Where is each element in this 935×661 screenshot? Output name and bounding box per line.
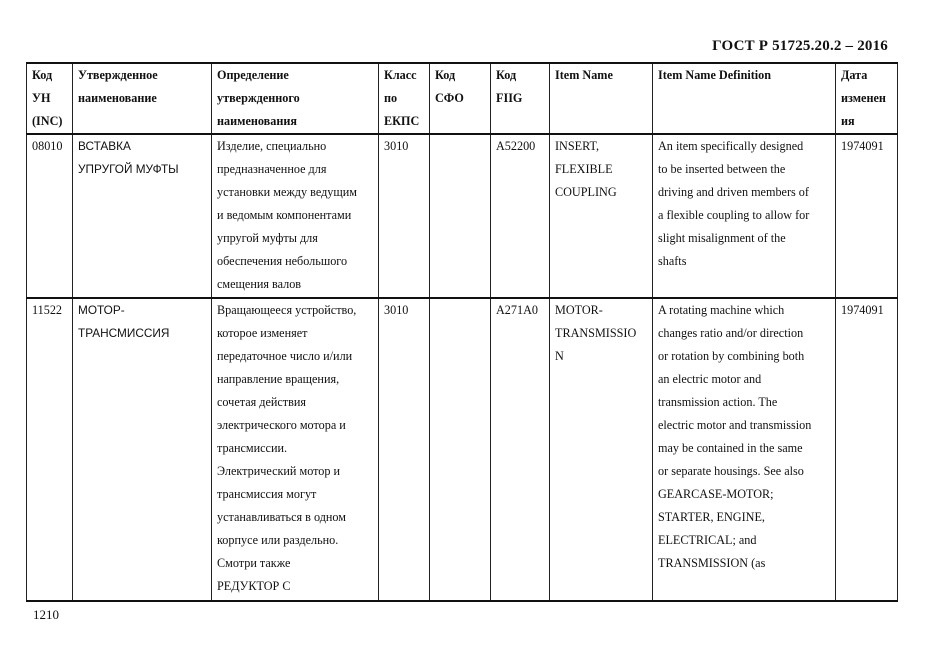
column-header-code-sfo: Код СФО	[430, 63, 491, 134]
table-row	[27, 134, 898, 298]
cell-item-name-definition: A rotating machine which changes ratio and/or direction or rotation by combining both an electric motor and transmission action. The electric motor and transmission may be contained in the same or separate housings. See also GEARCASE-MOTOR; STARTER, ENGINE, ELECTRICAL; and TRANSMISSION (as	[653, 298, 836, 601]
cell-item-name: MOTOR- TRANSMISSIO N	[550, 298, 653, 601]
column-header-definition: Определение утвержденного наименования	[212, 63, 379, 134]
cell-inc: 11522	[27, 298, 73, 601]
column-header-date: Дата изменен ия	[836, 63, 898, 134]
page-number: 1210	[33, 607, 59, 622]
cell-date: 1974091	[836, 134, 898, 298]
cell-class-ekps: 3010	[379, 134, 430, 298]
cell-definition: Вращающееся устройство, которое изменяет передаточное число и/или направление вращения, сочетая действия электрического мотора и трансмиссии. Электрический мотор и трансмиссия могут устанавливаться в одном корпусе или раздельно. Смотри также РЕДУКТОР С	[212, 298, 379, 601]
cell-date: 1974091	[836, 298, 898, 601]
column-header-approved-name: Утвержденное наименование	[73, 63, 212, 134]
table-row	[27, 298, 898, 601]
cell-approved-name: МОТОР- ТРАНСМИССИЯ	[73, 298, 212, 601]
cell-item-name-definition: An item specifically designed to be inserted between the driving and driven members of a flexible coupling to allow for slight misalignment of the shafts	[653, 134, 836, 298]
cell-inc: 08010	[27, 134, 73, 298]
column-header-item-name-definition: Item Name Definition	[653, 63, 836, 134]
catalog-table	[26, 62, 898, 602]
column-header-inc: Код УН (INC)	[27, 63, 73, 134]
document-title: ГОСТ Р 51725.20.2 – 2016	[712, 38, 888, 54]
table-header-row	[27, 63, 898, 134]
cell-item-name: INSERT, FLEXIBLE COUPLING	[550, 134, 653, 298]
column-header-code-fiig: Код FIIG	[491, 63, 550, 134]
cell-class-ekps: 3010	[379, 298, 430, 601]
cell-code-sfo	[430, 134, 491, 298]
cell-definition: Изделие, специально предназначенное для установки между ведущим и ведомым компонентами упругой муфты для обеспечения небольшого смещения валов	[212, 134, 379, 298]
cell-code-fiig: A52200	[491, 134, 550, 298]
column-header-item-name: Item Name	[550, 63, 653, 134]
cell-code-sfo	[430, 298, 491, 601]
cell-approved-name: ВСТАВКА УПРУГОЙ МУФТЫ	[73, 134, 212, 298]
column-header-class-ekps: Класс по ЕКПС	[379, 63, 430, 134]
cell-code-fiig: A271A0	[491, 298, 550, 601]
